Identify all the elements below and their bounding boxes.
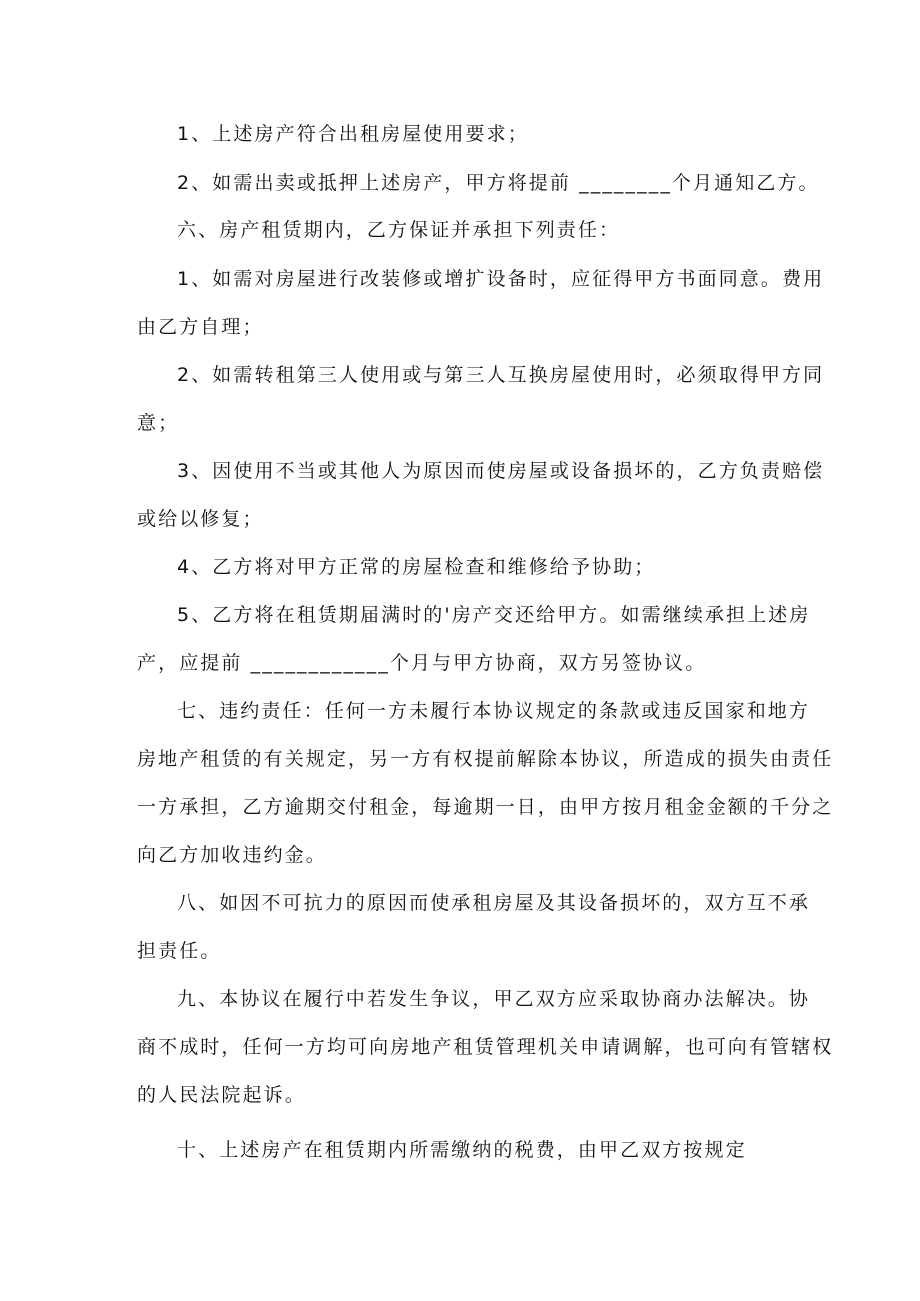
clause-7-line-4: 向乙方加收违约金。: [137, 844, 327, 866]
clause-9-line-1: 九、本协议在履行中若发生争议，甲乙双方应采取协商办法解决。协: [177, 988, 811, 1010]
clause-8-line-1: 八、如因不可抗力的原因而使承租房屋及其设备损坏的，双方互不承: [177, 892, 811, 914]
clause-7-line-3: 一方承担，乙方逾期交付租金，每逾期一日，由甲方按月租金金额的千分之: [137, 796, 834, 818]
clause-5-item-2: 2、如需出卖或抵押上述房产，甲方将提前 ________个月通知乙方。: [177, 172, 820, 194]
clause-6-item-1-line-1: 1、如需对房屋进行改装修或增扩设备时，应征得甲方书面同意。费用: [177, 268, 825, 290]
clause-6-item-5-line-1: 5、乙方将在租赁期届满时的'房产交还给甲方。如需继续承担上述房: [177, 604, 811, 626]
clause-9-line-2: 商不成时，任何一方均可向房地产租赁管理机关申请调解，也可向有管辖权: [137, 1036, 834, 1058]
clause-5-item-1: 1、上述房产符合出租房屋使用要求；: [177, 123, 529, 145]
clause-7-line-2: 房地产租赁的有关规定，另一方有权提前解除本协议，所造成的损失由责任: [137, 748, 834, 770]
clause-6-heading: 六、房产租赁期内，乙方保证并承担下列责任：: [177, 219, 621, 241]
clause-6-item-2-line-2: 意；: [137, 412, 180, 434]
clause-9-line-3: 的人民法院起诉。: [137, 1084, 306, 1106]
clause-6-item-3-line-2: 或给以修复；: [137, 508, 264, 530]
clause-10-line-1: 十、上述房产在租赁期内所需缴纳的税费，由甲乙双方按规定: [177, 1139, 747, 1161]
clause-6-item-4: 4、乙方将对甲方正常的房屋检查和维修给予协助；: [177, 556, 656, 578]
clause-6-item-3-line-1: 3、因使用不当或其他人为原因而使房屋或设备损坏的，乙方负责赔偿: [177, 460, 825, 482]
clause-6-item-2-line-1: 2、如需转租第三人使用或与第三人互换房屋使用时，必须取得甲方同: [177, 364, 825, 386]
clause-8-line-2: 担责任。: [137, 940, 222, 962]
clause-6-item-1-line-2: 由乙方自理；: [137, 316, 264, 338]
clause-6-item-5-line-2: 产，应提前 ____________个月与甲方协商，双方另签协议。: [137, 652, 707, 674]
clause-7-line-1: 七、违约责任：任何一方未履行本协议规定的条款或违反国家和地方: [177, 700, 811, 722]
